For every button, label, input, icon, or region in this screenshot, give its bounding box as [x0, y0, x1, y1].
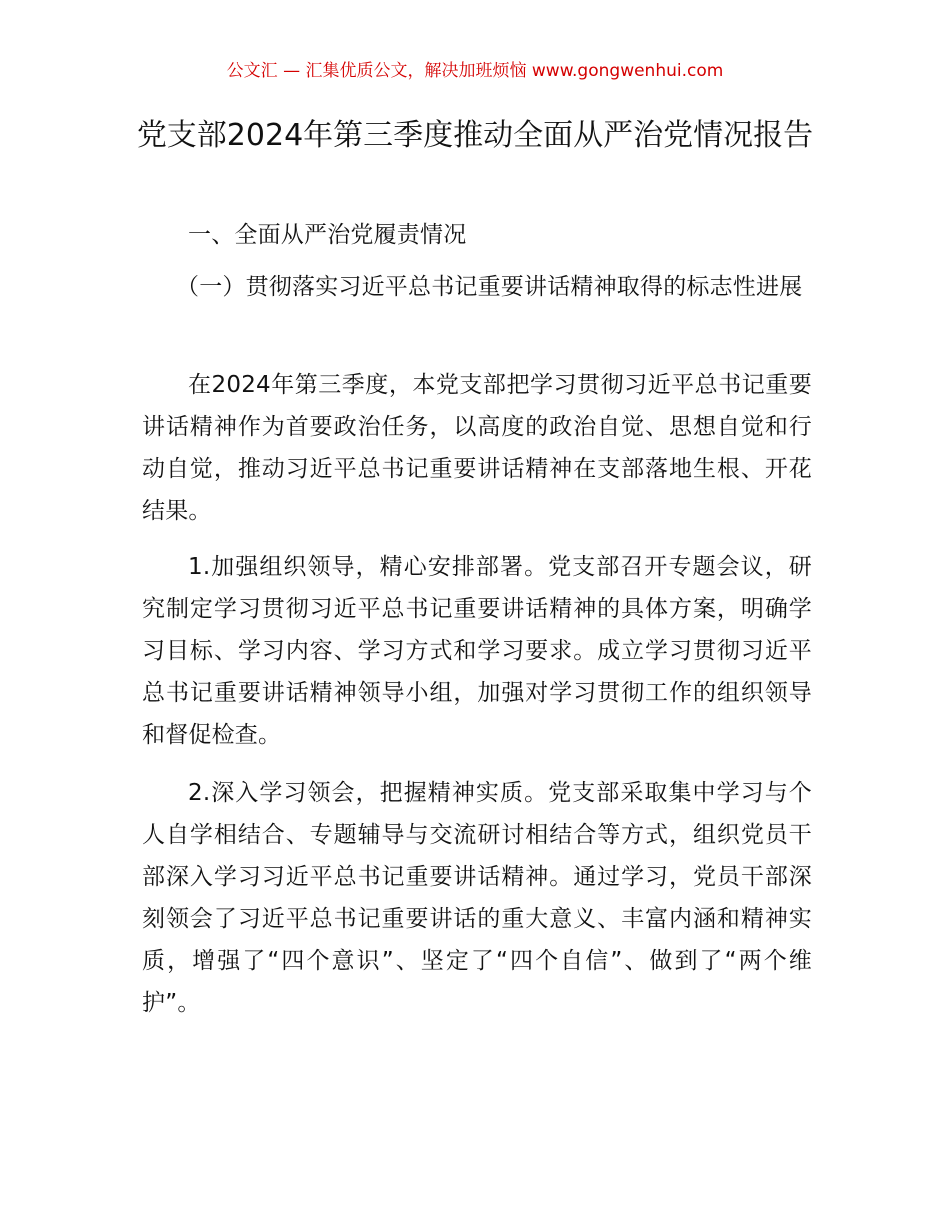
paragraph-item-2: 2.深入学习领会，把握精神实质。党支部采取集中学习与个人自学相结合、专题辅导与交流研讨相结合等方式，组织党员干部深入学习习近平总书记重要讲话精神。通过学习，党员干部深刻领会了习近平总书记重要讲话的重大意义、丰富内涵和精神实质，增强了“四个意识”、坚定了“四个自信”、做到了“两个维护”。 [142, 780, 812, 1016]
paragraph-intro: 在2024年第三季度，本党支部把学习贯彻习近平总书记重要讲话精神作为首要政治任务，以高度的政治自觉、思想自觉和行动自觉，推动习近平总书记重要讲话精神在支部落地生根、开花结果。 [142, 372, 812, 524]
sub-heading: （一）贯彻落实习近平总书记重要讲话精神取得的标志性进展 [176, 274, 803, 300]
header-banner: 公文汇 — 汇集优质公文，解决加班烦恼 www.gongwenhui.com [226, 61, 724, 81]
section-heading: 一、全面从严治党履责情况 [188, 222, 467, 248]
paragraph-item-1: 1.加强组织领导，精心安排部署。党支部召开专题会议，研究制定学习贯彻习近平总书记重要讲话精神的具体方案，明确学习目标、学习内容、学习方式和学习要求。成立学习贯彻习近平总书记重要讲话精神领导小组，加强对学习贯彻工作的组织领导和督促检查。 [142, 554, 812, 748]
document-title: 党支部2024年第三季度推动全面从严治党情况报告 [136, 118, 814, 153]
